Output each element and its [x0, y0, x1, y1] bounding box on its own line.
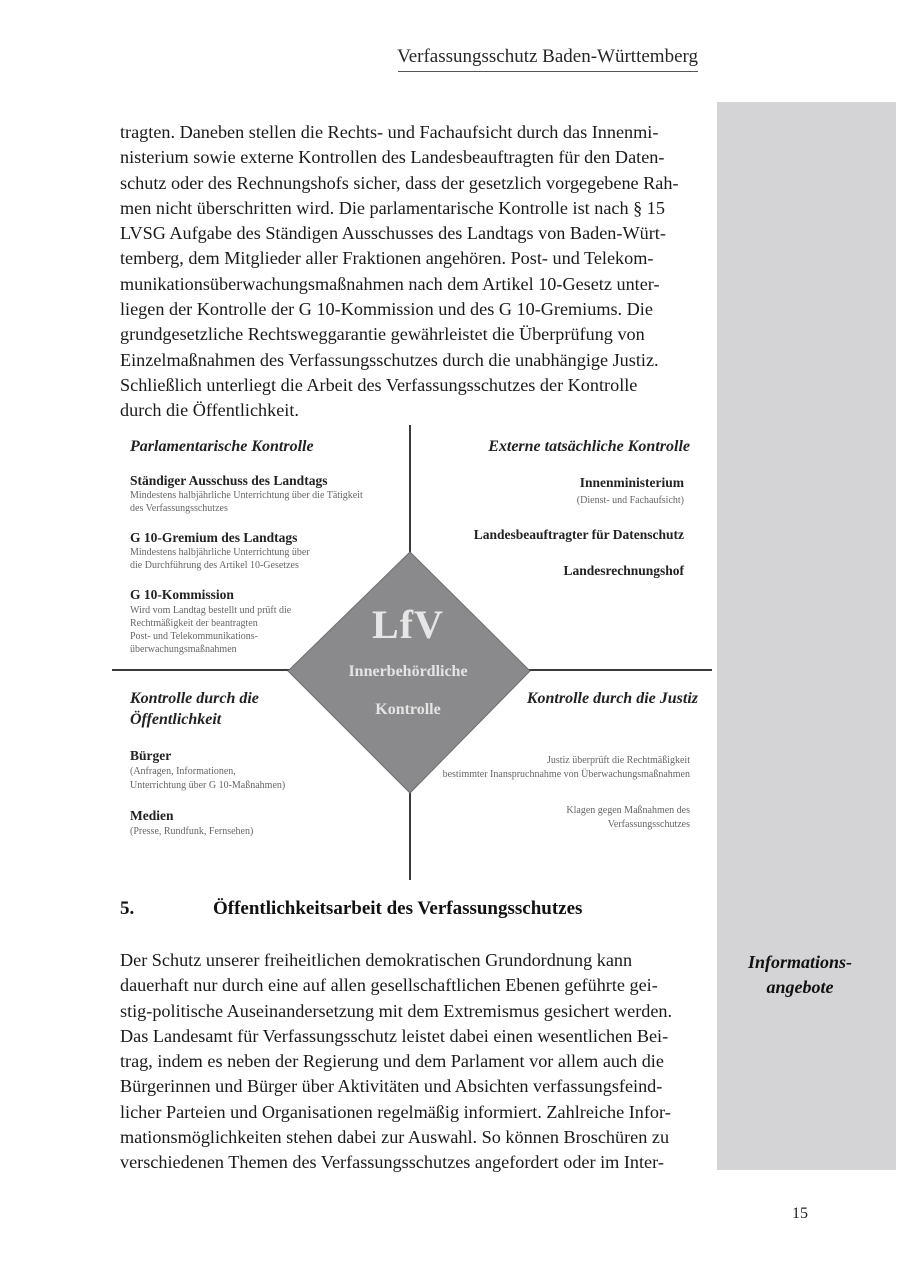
- audit-office-title: Landesrechnungshof: [563, 563, 684, 578]
- justice-heading: Kontrolle durch die Justiz: [526, 690, 698, 707]
- justice-desc: Justiz überprüft die Rechtmäßigkeit: [546, 755, 690, 766]
- committee-title: Ständiger Ausschuss des Landtags: [130, 473, 328, 488]
- parliament-heading: Parlamentarische Kontrolle: [130, 438, 314, 455]
- text-line: Schließlich unterliegt die Arbeit des Verfassungsschutzes der Kontrolle: [120, 374, 638, 395]
- g10-committee-desc: Mindestens halbjährliche Unterrichtung über: [130, 547, 310, 558]
- public-heading: Öffentlichkeit: [130, 711, 222, 728]
- committee-desc: des Verfassungsschutzes: [130, 503, 228, 514]
- text-line: liegen der Kontrolle der G 10-Kommission und des G 10-Gremiums. Die: [120, 299, 653, 320]
- data-protection-title: Landesbeauftragter für Datenschutz: [473, 527, 684, 542]
- text-line: Einzelmaßnahmen des Verfassungsschutzes durch die unabhängige Justiz.: [120, 349, 659, 370]
- page-number: 15: [792, 1205, 808, 1222]
- g10-commission-desc: Rechtmäßigkeit der beantragten: [130, 618, 258, 629]
- section-number: 5.: [120, 898, 135, 919]
- external-heading: Externe tatsächliche Kontrolle: [488, 438, 690, 455]
- text-line: Das Landesamt für Verfassungsschutz leistet dabei einen wesentlichen Bei-: [120, 1025, 669, 1046]
- text-line: LVSG Aufgabe des Ständigen Ausschusses des Landtags von Baden-Würt-: [120, 223, 666, 244]
- text-line: Bürgerinnen und Bürger über Aktivitäten und Absichten verfassungsfeind-: [120, 1076, 663, 1097]
- text-line: munikationsüberwachungsmaßnahmen nach dem Artikel 10-Gesetz unter-: [120, 273, 660, 294]
- text-line: temberg, dem Mitglieder aller Fraktionen angehören. Post- und Telekom-: [120, 248, 654, 269]
- justice-desc: bestimmter Inanspruchnahme von Überwachungsmaßnahmen: [442, 769, 690, 780]
- citizens-desc: Unterrichtung über G 10-Maßnahmen): [130, 780, 286, 791]
- section-title: Öffentlichkeitsarbeit des Verfassungsschutzes: [213, 898, 583, 919]
- justice-desc: Verfassungsschutzes: [607, 819, 690, 830]
- paragraph-bottom: [120, 948, 699, 1176]
- text-line: durch die Öffentlichkeit.: [120, 400, 299, 421]
- lfv-subtitle-1: Innerbehördliche: [348, 663, 468, 680]
- text-line: schutz oder des Rechnungshofs sicher, dass der gesetzlich vorgegebene Rah-: [120, 172, 679, 193]
- g10-commission-desc: überwachungsmaßnahmen: [130, 644, 237, 655]
- text-line: grundgesetzliche Rechtsweggarantie gewährleistet die Überprüfung von: [120, 324, 645, 345]
- text-line: Der Schutz unserer freiheitlichen demokratischen Grundordnung kann: [120, 950, 633, 970]
- g10-commission-desc: Wird vom Landtag bestellt und prüft die: [130, 605, 292, 616]
- control-diagram: [112, 425, 712, 880]
- public-heading: Kontrolle durch die: [130, 690, 259, 707]
- text-line: trag, indem es neben der Regierung und dem Parlament vor allem auch die: [120, 1051, 664, 1072]
- paragraph-top: [120, 120, 699, 424]
- text-line: mationsmöglichkeiten stehen dabei zur Auswahl. So können Broschüren zu: [120, 1127, 670, 1148]
- citizens-title: Bürger: [130, 748, 172, 763]
- text-line: stig-politische Auseinandersetzung mit dem Extremismus gesichert werden.: [120, 1000, 673, 1021]
- lfv-subtitle-2: Kontrolle: [375, 701, 441, 718]
- margin-note-line: Informations-: [747, 952, 853, 972]
- interior-ministry-desc: (Dienst- und Fachaufsicht): [576, 495, 684, 506]
- citizens-desc: (Anfragen, Informationen,: [130, 766, 236, 777]
- margin-sidebar: [717, 102, 896, 1170]
- text-line: tragten. Daneben stellen die Rechts- und Fachaufsicht durch das Innenmi-: [120, 122, 659, 142]
- media-desc: (Presse, Rundfunk, Fernsehen): [130, 826, 254, 837]
- g10-committee-title: G 10-Gremium des Landtags: [130, 530, 298, 545]
- margin-note: [730, 950, 870, 1000]
- text-line: verschiedenen Themen des Verfassungsschutzes angefordert oder im Inter-: [120, 1152, 664, 1173]
- g10-committee-desc: die Durchführung des Artikel 10-Gesetzes: [130, 560, 299, 571]
- g10-commission-title: G 10-Kommission: [130, 587, 234, 602]
- justice-desc: Klagen gegen Maßnahmen des: [566, 805, 690, 816]
- section-heading: [120, 898, 700, 928]
- g10-commission-desc: Post- und Telekommunikations-: [130, 631, 258, 642]
- margin-note-line: angebote: [766, 977, 834, 997]
- header-rule: [398, 71, 698, 72]
- interior-ministry-title: Innenministerium: [579, 475, 684, 490]
- media-title: Medien: [130, 808, 174, 823]
- committee-desc: Mindestens halbjährliche Unterrichtung über die Tätigkeit: [130, 490, 363, 501]
- text-line: nisterium sowie externe Kontrollen des Landesbeauftragten für den Daten-: [120, 147, 665, 168]
- running-header: Verfassungsschutz Baden-Württemberg: [397, 46, 698, 67]
- text-line: men nicht überschritten wird. Die parlamentarische Kontrolle ist nach § 15: [120, 197, 665, 218]
- text-line: licher Parteien und Organisationen regelmäßig informiert. Zahlreiche Infor-: [120, 1101, 671, 1122]
- text-line: dauerhaft nur durch eine auf allen gesellschaftlichen Ebenen geführte gei-: [120, 975, 658, 996]
- lfv-title: LfV: [372, 602, 444, 647]
